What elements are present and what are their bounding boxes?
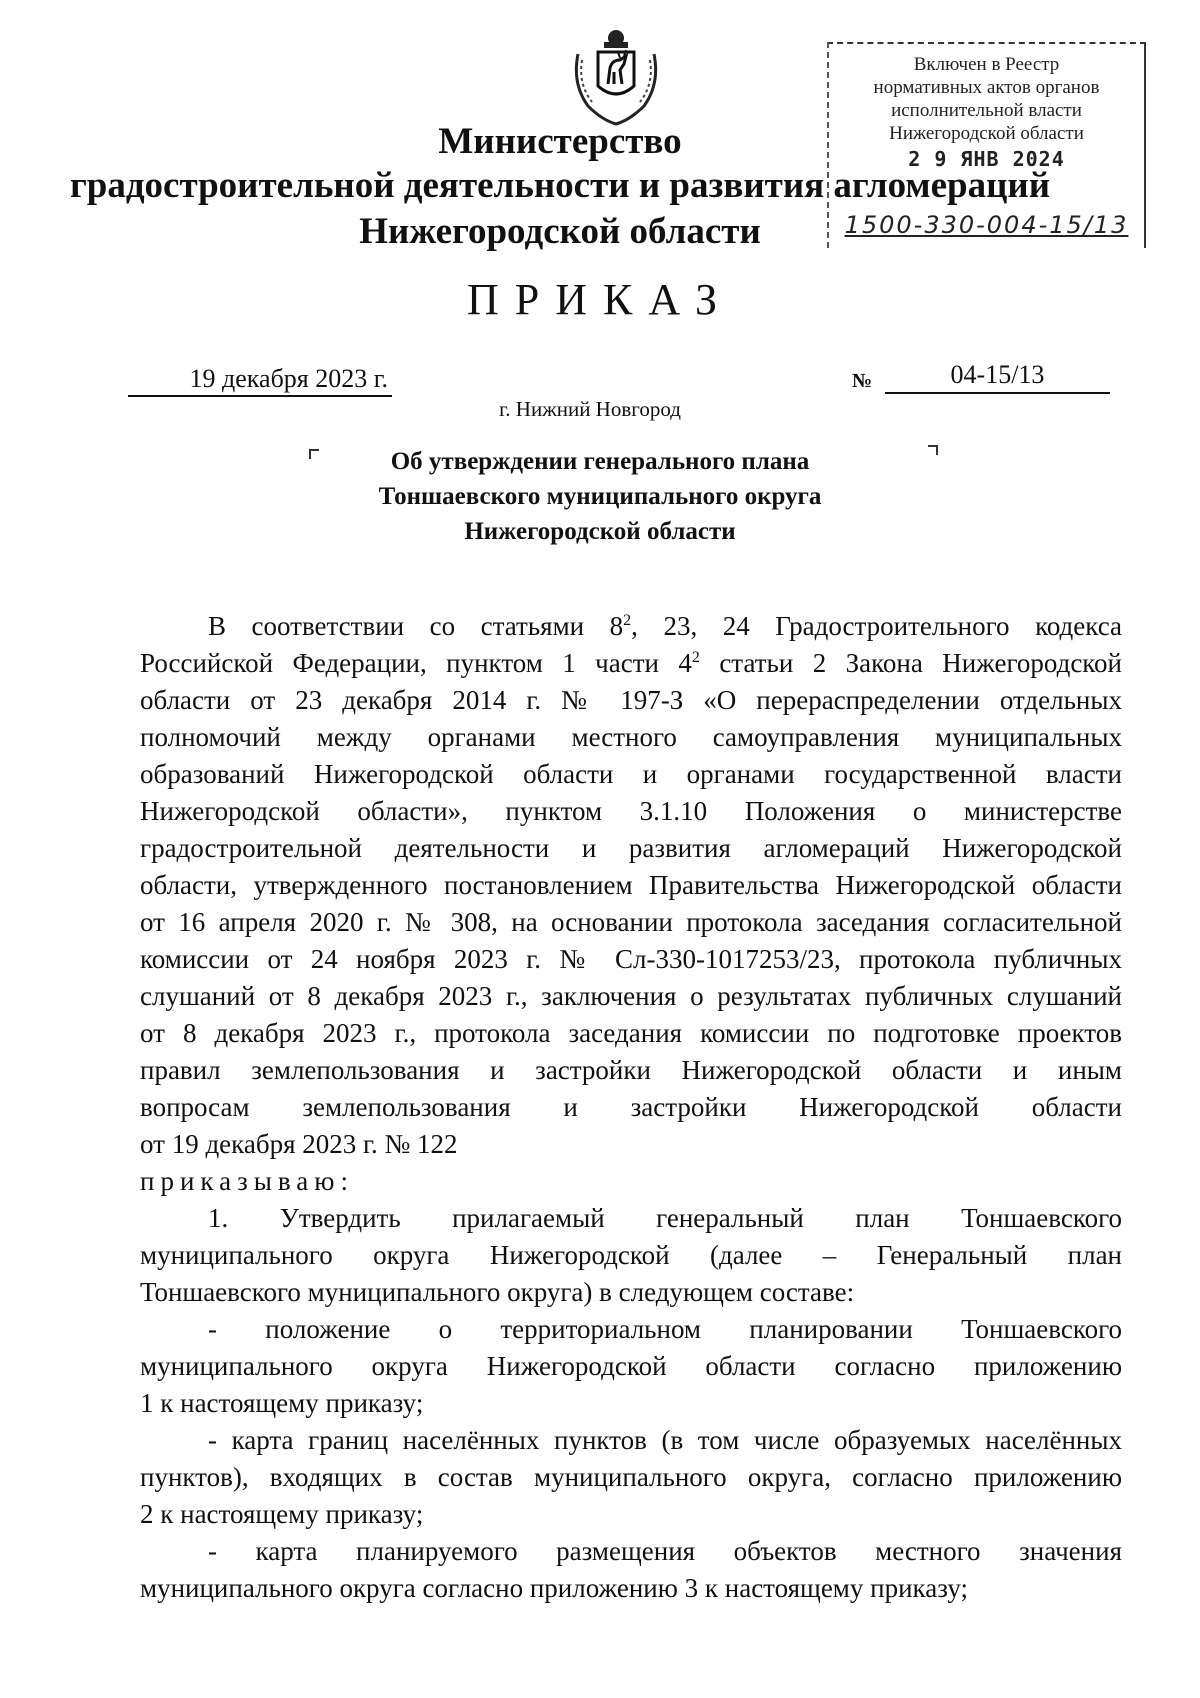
preamble-line: от 8 декабря 2023 г., протокола заседания комиссии по подготовке проектов bbox=[140, 1018, 1122, 1048]
preamble-line: полномочий между органами местного самоуправления муниципальных bbox=[140, 722, 1122, 752]
order-number: 04-15/13 bbox=[885, 358, 1110, 394]
document-type-title: ПРИКАЗ bbox=[466, 275, 734, 324]
order-body bbox=[140, 608, 1122, 1607]
coat-of-arms-emblem bbox=[568, 24, 664, 128]
preamble-line: слушаний от 8 декабря 2023 г., заключения о результатах публичных слушаний bbox=[140, 981, 1122, 1011]
preamble-line: градостроительной деятельности и развития агломераций Нижегородской bbox=[140, 833, 1122, 863]
city: г. Нижний Новгород bbox=[499, 397, 681, 421]
order-verb: приказываю: bbox=[140, 1166, 354, 1196]
preamble-line: вопросам землепользования и застройки Нижегородской области bbox=[140, 1092, 1122, 1122]
stamp-line-1: Включен в Реестр bbox=[913, 54, 1060, 75]
ministry-region: Нижегородской области bbox=[359, 211, 761, 252]
preamble-line: Нижегородской области», пунктом 3.1.10 Положения о министерстве bbox=[140, 796, 1122, 826]
subject-line-3: Нижегородской области bbox=[464, 518, 736, 545]
order-number-label: № bbox=[852, 370, 873, 392]
stamp-registration-number: 1500-330-004-15/13 bbox=[844, 211, 1129, 239]
stamp-line-3: исполнительной власти bbox=[891, 100, 1082, 121]
subject-line-1: Об утверждении генерального плана bbox=[390, 448, 810, 475]
preamble-line: Российской Федерации, пунктом 1 части $4^2$ статьи 2 Закона Нижегородской bbox=[140, 648, 1123, 678]
bullet-line: 2 к настоящему приказу; bbox=[140, 1499, 424, 1529]
bullet-line: муниципального округа Нижегородской области согласно приложению bbox=[140, 1351, 1122, 1381]
preamble-line: области от 23 декабря 2014 г. № 197-З «О перераспределении отдельных bbox=[140, 685, 1122, 715]
preamble-line: правил землепользования и застройки Нижегородской области и иным bbox=[140, 1055, 1122, 1085]
order-date: 19 декабря 2023 г. bbox=[128, 363, 392, 397]
bullet-line: пунктов), входящих в состав муниципального округа, согласно приложению bbox=[140, 1462, 1122, 1492]
bullet-line: - карта планируемого размещения объектов местного значения bbox=[208, 1536, 1122, 1566]
ministry-title: Министерство bbox=[438, 121, 682, 162]
bullet-line: муниципального округа согласно приложению 3 к настоящему приказу; bbox=[140, 1573, 968, 1603]
stamp-line-4: Нижегородской области bbox=[889, 123, 1084, 144]
subject-line-2: Тоншаевского муниципального округа bbox=[378, 483, 822, 510]
order-subject bbox=[0, 444, 1200, 549]
preamble-line: области, утвержденного постановлением Правительства Нижегородской области bbox=[140, 870, 1122, 900]
preamble-line: от 19 декабря 2023 г. № 122 bbox=[140, 1129, 458, 1159]
preamble-line: В соответствии со статьями $8^2$, 23, 24 Градостроительного кодекса bbox=[208, 611, 1122, 641]
preamble-line: образований Нижегородской области и органами государственной власти bbox=[140, 759, 1122, 789]
item-1-line: 1. Утвердить прилагаемый генеральный план Тоншаевского bbox=[208, 1203, 1122, 1233]
item-1-line: Тоншаевского муниципального округа) в следующем составе: bbox=[140, 1277, 855, 1307]
item-1-line: муниципального округа Нижегородской (далее – Генеральный план bbox=[140, 1240, 1122, 1270]
bullet-line: - карта границ населённых пунктов (в том числе образуемых населённых bbox=[208, 1425, 1122, 1455]
preamble-line: комиссии от 24 ноября 2023 г. № Сл-330-1017253/23, протокола публичных bbox=[140, 944, 1122, 974]
stamp-line-2: нормативных актов органов bbox=[873, 77, 1100, 98]
preamble-line: от 16 апреля 2020 г. № 308, на основании протокола заседания согласительной bbox=[140, 907, 1122, 937]
ministry-subtitle: градостроительной деятельности и развития агломераций bbox=[69, 165, 1051, 206]
bullet-line: 1 к настоящему приказу; bbox=[140, 1388, 424, 1418]
bullet-line: - положение о территориальном планировании Тоншаевского bbox=[208, 1314, 1122, 1344]
stamp-date: 2 9 ЯНВ 2024 bbox=[908, 147, 1065, 171]
